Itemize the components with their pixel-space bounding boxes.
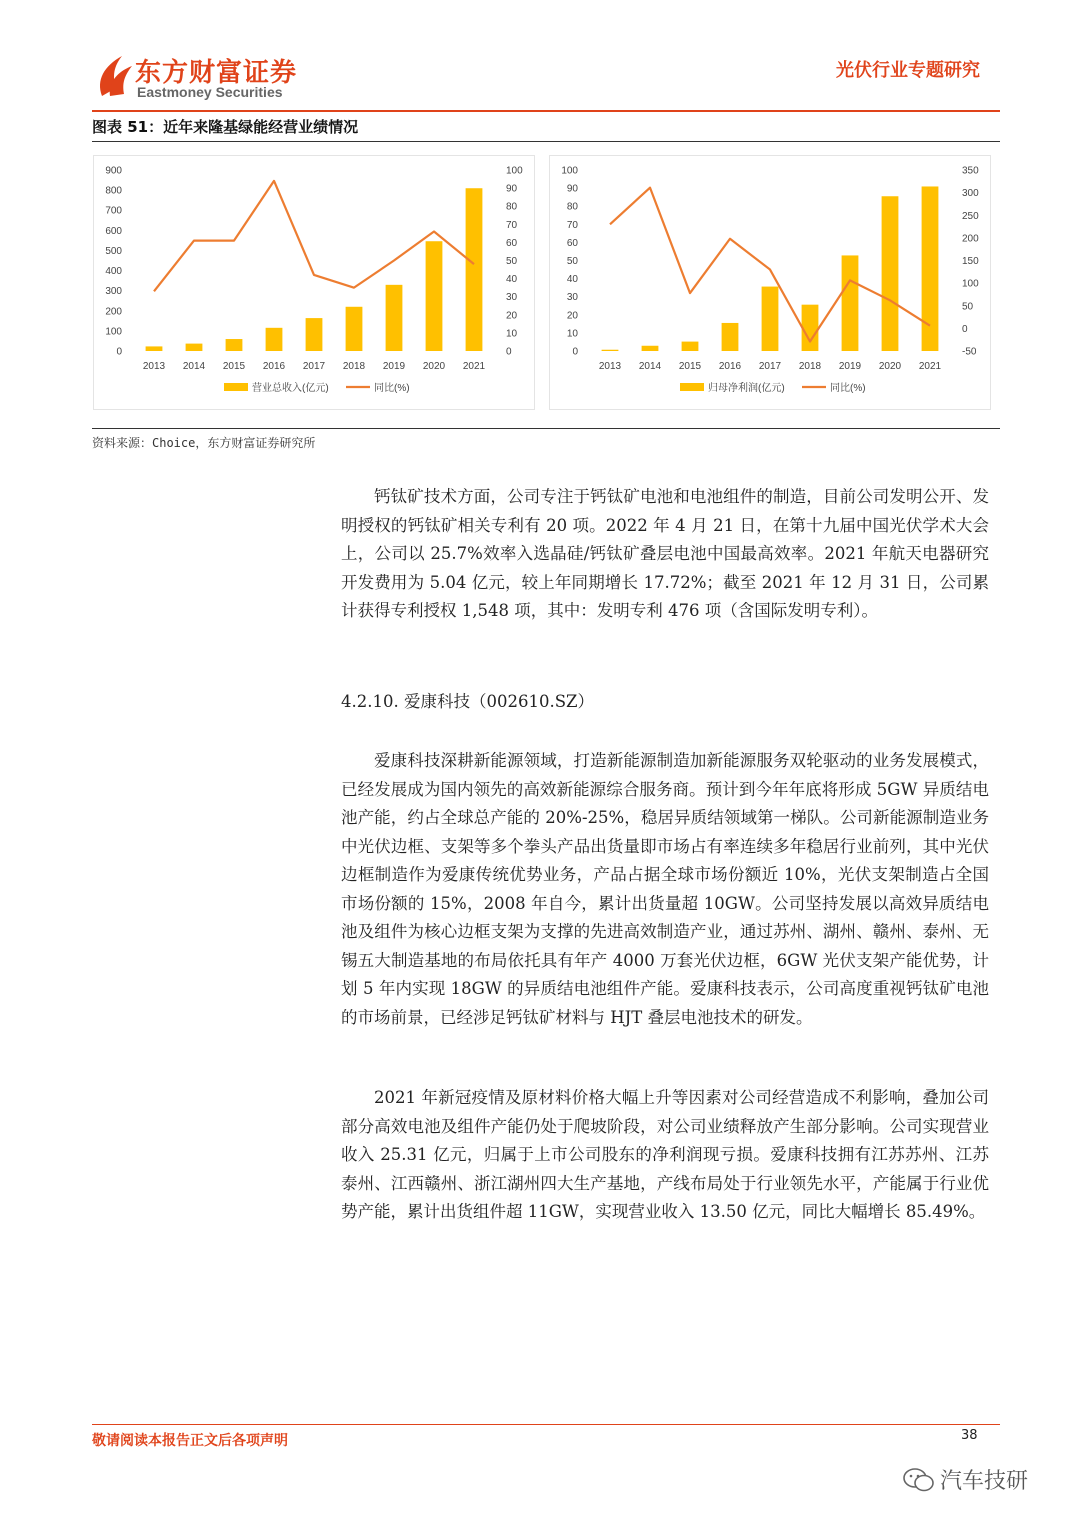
bar — [642, 346, 659, 351]
paragraph-aikang-business: 爱康科技深耕新能源领域，打造新能源制造加新能源服务双轮驱动的业务发展模式，已经发展成为国内领先的高效新能源综合服务商。预计到今年年底将形成 5GW 异质结电池产能，约占全球总产能的 20%-25%，稳居异质结领域第一梯队。公司新能源制造业务中光伏边框、支架等多个拳头产品出货量即市场占有率连续多年稳居行业前列，其中光伏边框制造作为爱康传统优势业务，产品占据全球市场份额近 10%，光伏支架制造占全国市场份额的 15%，2008 年自今，累计出货量超 10GW。公司坚持发展以高效异质结电池及组件为核心边框支架为支撑的先进高效制造产业，通过苏州、湖州、赣州、泰州、无锡五大制造基地的布局依托具有年产 4000 万套光伏边框，6GW 光伏支架产能优势，计划 5 年内实现 18GW 的异质结电池组件产能。爱康科技表示，公司高度重视钙钛矿电池的市场前景，已经涉足钙钛矿材料与 HJT 叠层电池技术的研发。 — [341, 751, 989, 1027]
y-right-tick-label: 30 — [506, 292, 518, 304]
x-tick-label: 2020 — [422, 361, 446, 372]
x-tick-label: 2013 — [142, 361, 166, 372]
bar — [266, 328, 283, 351]
bar — [842, 255, 859, 351]
footer-disclaimer: 敬请阅读本报告正文后各项声明 — [92, 1433, 288, 1449]
y-left-tick-label: 600 — [105, 225, 122, 237]
company-logo-cn: 东方财富证券 — [135, 58, 298, 88]
y-left-tick-label: 80 — [566, 201, 578, 213]
bar — [186, 344, 203, 351]
company-logo-en: Eastmoney Securities — [137, 84, 283, 100]
y-left-tick-label: 30 — [566, 292, 578, 304]
bar — [602, 350, 619, 351]
y-left-tick-label: 60 — [566, 237, 578, 249]
bar — [802, 305, 819, 351]
legend-bar-swatch — [224, 383, 248, 391]
y-left-tick-label: 40 — [566, 274, 578, 286]
x-tick-label: 2015 — [678, 361, 702, 372]
bar — [146, 346, 163, 351]
profit-chart-panel — [549, 155, 991, 410]
bar — [722, 323, 739, 351]
page-number: 38 — [961, 1428, 978, 1443]
y-right-tick-label: 50 — [506, 256, 518, 267]
y-right-tick-label: 200 — [962, 233, 979, 245]
x-tick-label: 2017 — [758, 361, 782, 372]
y-left-tick-label: 0 — [572, 346, 578, 358]
y-left-tick-label: 100 — [561, 165, 578, 177]
legend-line-label: 同比(%) — [374, 383, 410, 394]
y-right-tick-label: 90 — [506, 183, 518, 195]
revenue-chart — [94, 156, 534, 409]
bar — [226, 339, 243, 351]
x-tick-label: 2020 — [878, 361, 902, 372]
section-heading: 4.2.10. 爱康科技（002610.SZ） — [341, 692, 594, 711]
bar — [386, 285, 403, 351]
y-right-tick-label: 50 — [962, 301, 974, 313]
x-tick-label: 2021 — [462, 361, 486, 372]
y-left-tick-label: 800 — [105, 185, 122, 197]
y-left-tick-label: 200 — [105, 306, 122, 318]
y-left-tick-label: 10 — [566, 328, 578, 340]
figure-title-divider — [92, 141, 1000, 142]
y-right-tick-label: 40 — [506, 274, 518, 286]
bar — [346, 307, 363, 351]
x-tick-label: 2014 — [638, 361, 662, 372]
y-left-tick-label: 20 — [566, 310, 578, 322]
x-tick-label: 2021 — [918, 361, 942, 372]
y-right-tick-label: 20 — [506, 310, 518, 322]
y-right-tick-label: 250 — [962, 210, 979, 222]
y-left-tick-label: 100 — [105, 326, 122, 338]
y-right-tick-label: 80 — [506, 201, 518, 213]
y-right-tick-label: 70 — [506, 219, 518, 231]
figure-title: 图表 51：近年来隆基绿能经营业绩情况 — [92, 118, 359, 136]
watermark-text: 汽车技研 — [940, 1469, 1029, 1494]
y-right-tick-label: 350 — [962, 165, 979, 177]
y-right-tick-label: 100 — [962, 278, 979, 290]
x-tick-label: 2018 — [798, 361, 822, 372]
y-right-tick-label: 0 — [506, 346, 512, 358]
y-right-tick-label: 0 — [962, 323, 968, 335]
y-right-tick-label: 100 — [506, 165, 523, 177]
y-right-tick-label: 60 — [506, 237, 518, 249]
footer-divider — [92, 1424, 1000, 1425]
source-divider — [92, 428, 1000, 429]
y-left-tick-label: 90 — [566, 183, 578, 195]
x-tick-label: 2016 — [262, 361, 286, 372]
y-left-tick-label: 500 — [105, 245, 122, 257]
y-left-tick-label: 50 — [566, 256, 578, 267]
bar — [682, 342, 699, 351]
legend-bar-label: 营业总收入(亿元) — [252, 383, 329, 394]
y-left-tick-label: 0 — [116, 346, 122, 358]
report-title: 光伏行业专题研究 — [836, 60, 980, 81]
bar — [922, 186, 939, 351]
x-tick-label: 2014 — [182, 361, 206, 372]
y-right-tick-label: 150 — [962, 256, 979, 267]
bar — [466, 188, 483, 351]
bar — [306, 318, 323, 351]
y-left-tick-label: 300 — [105, 286, 122, 298]
x-tick-label: 2019 — [382, 361, 406, 372]
company-logo-icon — [92, 50, 134, 100]
x-tick-label: 2019 — [838, 361, 862, 372]
header-divider — [92, 110, 1000, 112]
x-tick-label: 2015 — [222, 361, 246, 372]
y-right-tick-label: 10 — [506, 328, 518, 340]
y-right-tick-label: 300 — [962, 188, 979, 200]
y-left-tick-label: 700 — [105, 205, 122, 217]
x-tick-label: 2016 — [718, 361, 742, 372]
bar — [762, 287, 779, 351]
profit-chart — [550, 156, 990, 409]
y-left-tick-label: 900 — [105, 165, 122, 177]
legend-bar-swatch — [680, 383, 704, 391]
x-tick-label: 2017 — [302, 361, 326, 372]
y-right-tick-label: -50 — [962, 346, 977, 358]
legend-line-label: 同比(%) — [830, 383, 866, 394]
paragraph-perovskite: 钙钛矿技术方面，公司专注于钙钛矿电池和电池组件的制造，目前公司发明公开、发明授权的钙钛矿相关专利有 20 项。2022 年 4 月 21 日，在第十九届中国光伏学术大会上，公司以 25.7%效率入选晶硅/钙钛矿叠层电池中国最高效率。2021 年航天电器研究开发费用为 5.04 亿元，较上年同期增长 17.72%；截至 2021 年 12 月 31 日，公司累计获得专利授权 1,548 项，其中：发明专利 476 项（含国际发明专利）。 — [341, 487, 989, 620]
y-left-tick-label: 70 — [566, 219, 578, 231]
y-left-tick-label: 400 — [105, 266, 122, 278]
paragraph-aikang-2021: 2021 年新冠疫情及原材料价格大幅上升等因素对公司经营造成不利影响，叠加公司部分高效电池及组件产能仍处于爬坡阶段，对公司业绩释放产生部分影响。公司实现营业收入 25.31 亿元，归属于上市公司股东的净利润现亏损。爱康科技拥有江苏苏州、江苏泰州、江西赣州、浙江湖州四大生产基地，产线布局处于行业领先水平，产能属于行业优势产能，累计出货组件超 11GW，实现营业收入 13.50 亿元，同比大幅增长 85.49%。 — [341, 1088, 989, 1221]
legend-bar-label: 归母净利润(亿元) — [708, 383, 785, 394]
figure-source: 资料来源：Choice，东方财富证券研究所 — [92, 436, 316, 450]
x-tick-label: 2013 — [598, 361, 622, 372]
bar — [426, 241, 443, 351]
wechat-icon — [902, 1466, 936, 1494]
revenue-chart-panel — [93, 155, 535, 410]
bar — [882, 196, 899, 351]
x-tick-label: 2018 — [342, 361, 366, 372]
